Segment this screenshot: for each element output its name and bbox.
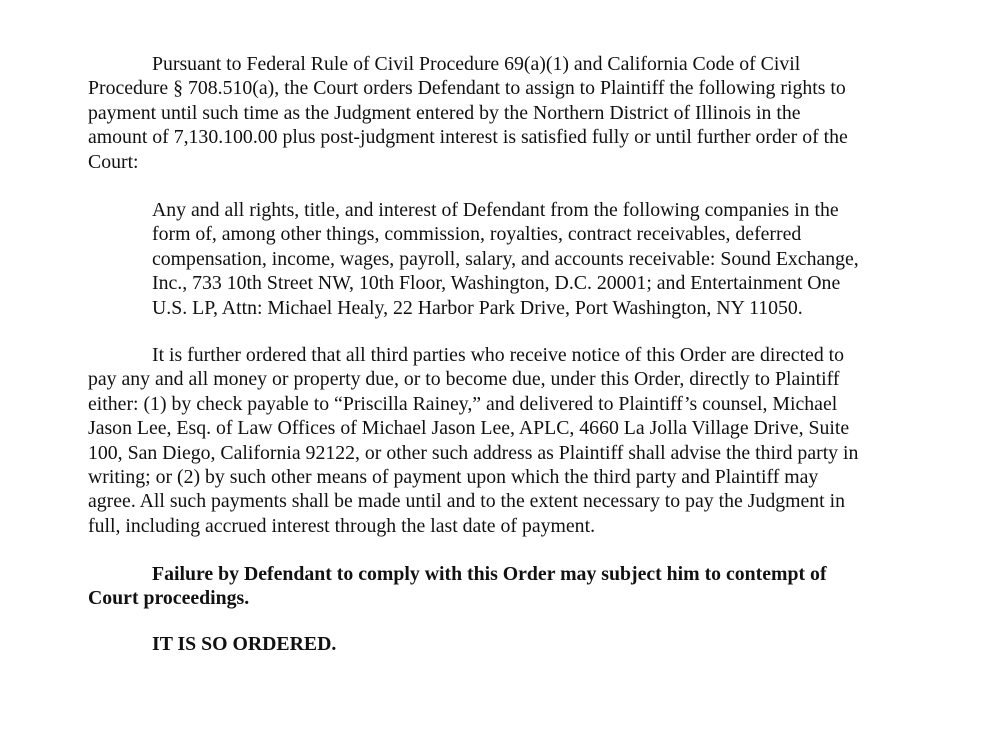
text-line: 100, San Diego, California 92122, or other such address as Plaintiff shall advise the third party in [88, 441, 859, 464]
paragraph-third-party-payment [88, 343, 858, 538]
text-line: pay any and all money or property due, or to become due, under this Order, directly to Plaintiff [88, 368, 840, 391]
text-line: writing; or (2) by such other means of payment upon which the third party and Plaintiff may [88, 465, 819, 488]
text-line: Procedure § 708.510(a), the Court orders Defendant to assign to Plaintiff the following rights to [88, 77, 846, 100]
text-line: It is further ordered that all third parties who receive notice of this Order are directed to [152, 344, 845, 366]
text-line: agree. All such payments shall be made until and to the extent necessary to pay the Judgment in [88, 490, 845, 513]
text-line: IT IS SO ORDERED. [152, 633, 337, 655]
text-line: U.S. LP, Attn: Michael Healy, 22 Harbor Park Drive, Port Washington, NY 11050. [152, 296, 803, 319]
text-line: amount of 7,130.100.00 plus post-judgment interest is satisfied fully or until further order of the [88, 126, 848, 149]
text-line: Court proceedings. [88, 587, 250, 610]
paragraph-assignment-order [88, 52, 848, 174]
text-line: compensation, income, wages, payroll, salary, and accounts receivable: Sound Exchange, [152, 247, 859, 270]
text-line: Failure by Defendant to comply with this Order may subject him to contempt of [152, 563, 827, 585]
text-line: full, including accrued interest through the last date of payment. [88, 514, 596, 537]
paragraph-rights-block-quote [152, 198, 859, 320]
text-line: Any and all rights, title, and interest of Defendant from the following companies in the [152, 199, 839, 221]
paragraph-contempt-warning [88, 562, 827, 611]
text-line: either: (1) by check payable to “Priscilla Rainey,” and delivered to Plaintiff’s counsel, Michael [88, 392, 838, 415]
text-line: form of, among other things, commission, royalties, contract receivables, deferred [152, 223, 802, 246]
text-line: Pursuant to Federal Rule of Civil Procedure 69(a)(1) and California Code of Civil [152, 53, 801, 75]
text-line: payment until such time as the Judgment entered by the Northern District of Illinois in the [88, 101, 801, 124]
text-line: Jason Lee, Esq. of Law Offices of Michael Jason Lee, APLC, 4660 La Jolla Village Drive, Suite [88, 417, 850, 440]
text-line: Inc., 733 10th Street NW, 10th Floor, Washington, D.C. 20001; and Entertainment One [152, 272, 841, 295]
text-line: Court: [88, 150, 139, 173]
paragraph-so-ordered [152, 632, 336, 656]
